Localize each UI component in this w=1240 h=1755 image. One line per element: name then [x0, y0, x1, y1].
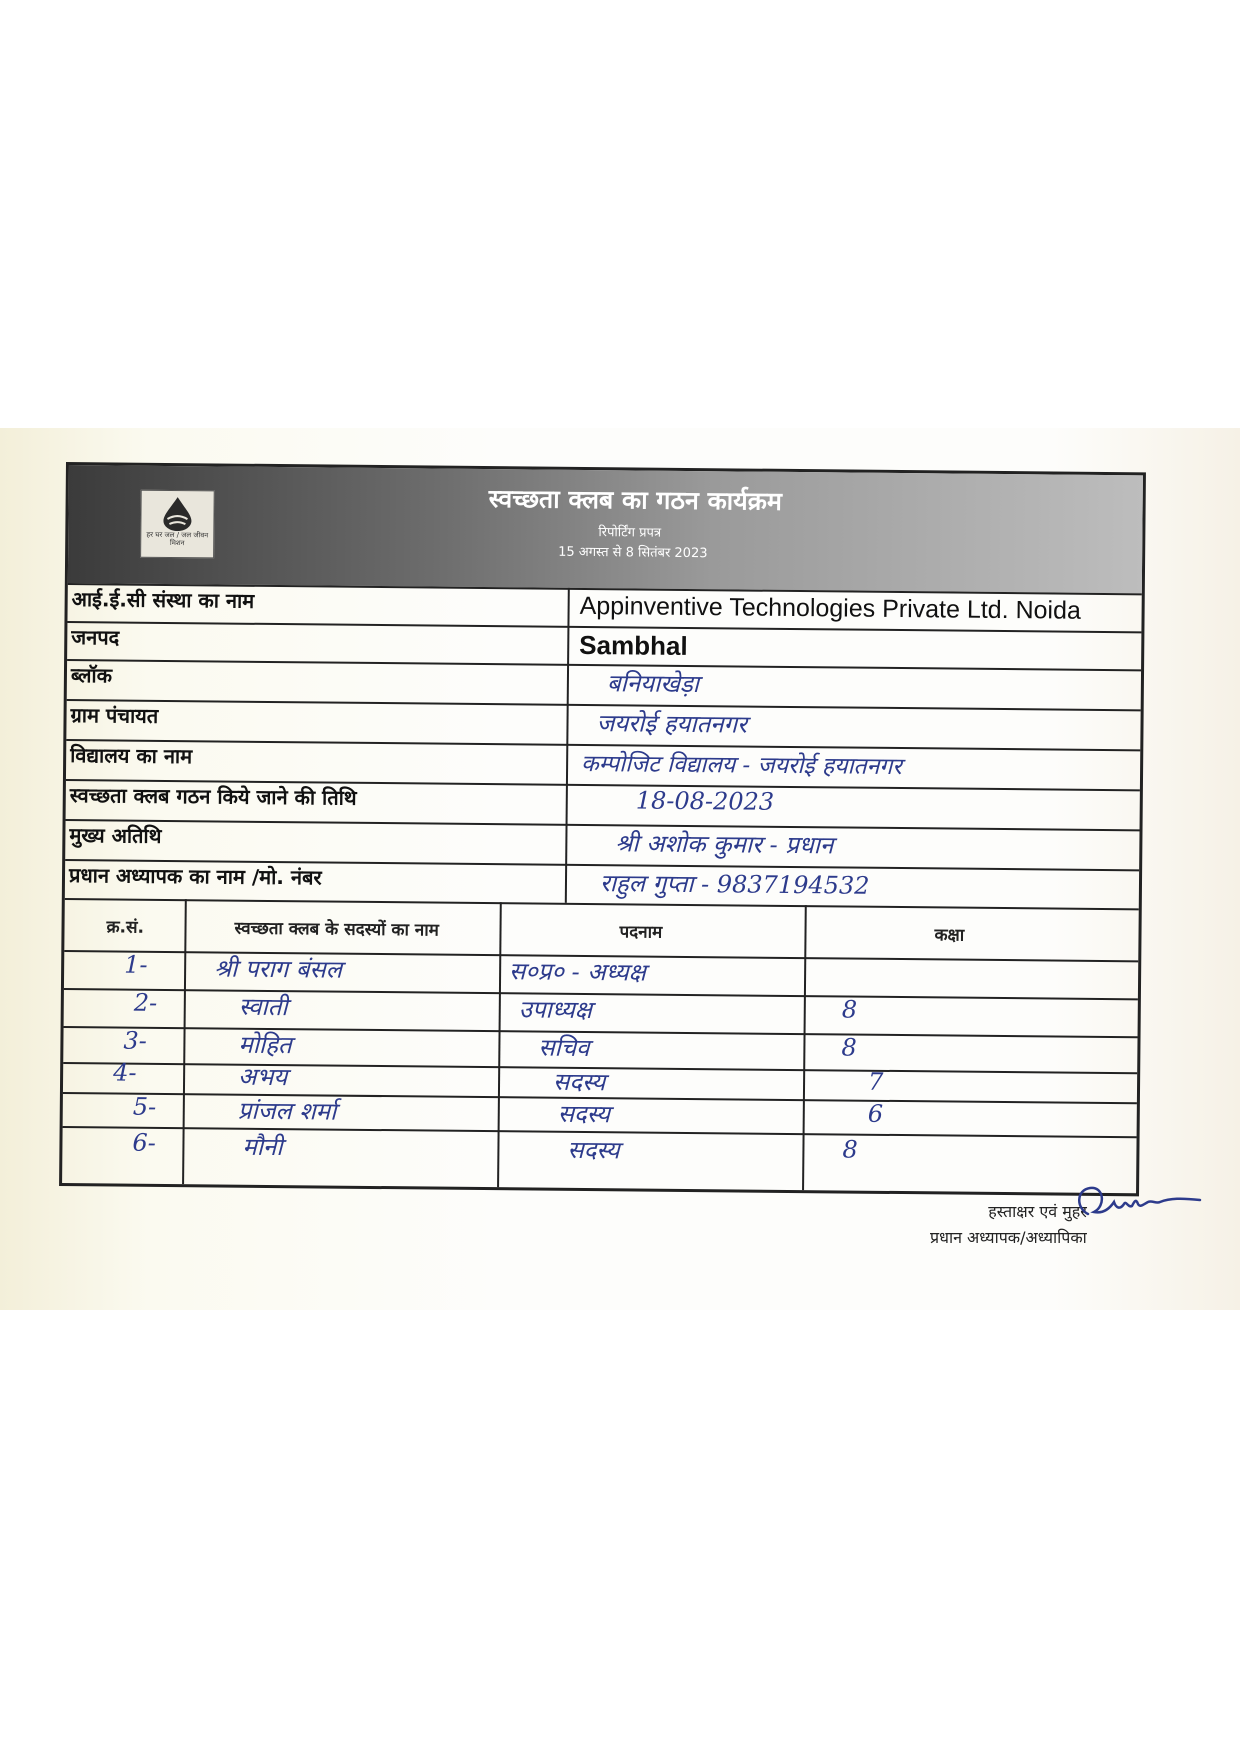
jal-jeevan-mission-logo	[140, 490, 215, 559]
cell-class: 8	[842, 1135, 858, 1164]
field-value: Sambhal	[579, 629, 688, 661]
cell-class: 8	[841, 1033, 857, 1062]
signature-label: हस्ताक्षर एवं मुहर	[988, 1202, 1087, 1221]
cell-member-name: प्रांजल शर्मा	[237, 1096, 337, 1126]
handwritten-signature	[1070, 1178, 1220, 1228]
cell-serial: 2-	[133, 988, 158, 1017]
cell-member-name: मौनी	[242, 1132, 283, 1162]
field-label: ग्राम पंचायत	[70, 703, 159, 728]
cell-designation: उपाध्यक्ष	[518, 995, 593, 1025]
field-label: विद्यालय का नाम	[70, 743, 193, 769]
cell-designation: सदस्य	[557, 1099, 611, 1129]
header-designation: पदनाम	[619, 922, 663, 943]
cell-designation: सचिव	[538, 1033, 590, 1063]
form-period: 15 अगस्त से 8 सितंबर 2023	[558, 544, 708, 562]
form-title: स्वच्छता क्लब का गठन कार्यक्रम	[488, 484, 783, 516]
field-value: जयरोई हयातनगर	[596, 709, 748, 739]
field-value: श्री अशोक कुमार - प्रधान	[615, 829, 834, 860]
cell-designation: सदस्य	[552, 1067, 606, 1097]
field-value: बनियाखेड़ा	[606, 669, 700, 699]
field-value: राहुल गुप्ता - 9837194532	[599, 869, 870, 900]
report-form	[59, 462, 1146, 1196]
water-drop-icon	[157, 495, 197, 531]
header-class: कक्षा	[934, 925, 965, 946]
form-header	[68, 465, 1143, 595]
cell-member-name: श्री पराग बंसल	[214, 954, 343, 984]
field-value: Appinventive Technologies Private Ltd. Noida	[579, 591, 1082, 625]
cell-serial: 6-	[132, 1128, 156, 1157]
signature-block	[930, 1200, 1087, 1248]
logo-text: हर घर जल / जल जीवन मिशन	[146, 530, 209, 548]
cell-member-name: मोहित	[238, 1030, 292, 1060]
cell-class: 7	[867, 1067, 884, 1096]
cell-member-name: स्वाती	[238, 992, 288, 1022]
field-label: मुख्य अतिथि	[69, 823, 162, 848]
cell-class: 6	[867, 1099, 884, 1128]
header-serial: क्र.सं.	[106, 917, 145, 938]
members-table	[62, 898, 1139, 1193]
cell-member-name: अभय	[237, 1062, 288, 1092]
cell-designation: सदस्य	[567, 1135, 620, 1165]
signature-designation: प्रधान अध्यापक/अध्यापिका	[930, 1228, 1087, 1247]
cell-serial: 4-	[113, 1058, 137, 1087]
table-row	[62, 1126, 1136, 1191]
field-label: प्रधान अध्यापक का नाम /मो. नंबर	[68, 863, 322, 890]
field-value: कम्पोजिट विद्यालय - जयरोई हयातनगर	[581, 750, 902, 781]
cell-designation: स०प्र० - अध्यक्ष	[508, 957, 646, 987]
form-subtitle: रिपोर्टिंग प्रपत्र	[598, 525, 662, 541]
header-member-name: स्वच्छता क्लब के सदस्यों का नाम	[234, 918, 439, 941]
cell-serial: 3-	[123, 1026, 147, 1055]
cell-class: 8	[841, 995, 858, 1024]
field-value: 18-08-2023	[635, 786, 775, 816]
field-label: आई.ई.सी संस्था का नाम	[71, 587, 255, 613]
cell-serial: 1-	[124, 950, 148, 979]
cell-serial: 5-	[132, 1092, 157, 1121]
field-label: जनपद	[71, 625, 120, 650]
field-label: स्वच्छता क्लब गठन किये जाने की तिथि	[69, 783, 357, 810]
field-label: ब्लॉक	[70, 663, 113, 688]
